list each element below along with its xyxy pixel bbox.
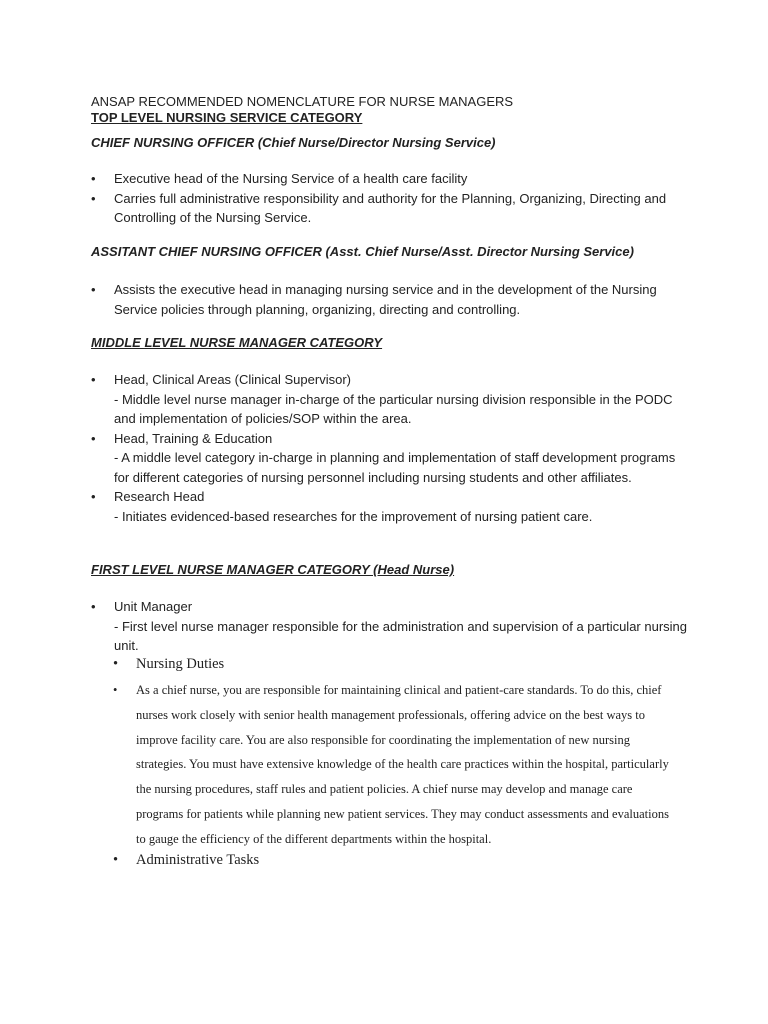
bullet-icon: • [91, 430, 96, 446]
list-item [91, 189, 691, 228]
list-item-title: Unit Manager [114, 599, 193, 614]
list-item [91, 169, 691, 189]
nursing-duties-paragraph: As a chief nurse, you are responsible for maintaining clinical and patient-care standards. To do this, chief nurses work closely with senior health management professionals, offering advice on the best ways to improve facility care. You are also responsible for coordinating the implementation of new nursing strategies. You must have extensive knowledge of the health care practices within the hospital, particularly the nursing procedures, staff rules and patient policies. A chief nurse may develop and manage care programs for patients while planning new patient services. They may conduct assessments and evaluations to gauge the efficiency of the different departments within the hospital. [136, 683, 669, 846]
administrative-tasks-heading: Administrative Tasks [136, 851, 260, 868]
nursing-duties-heading: Nursing Duties [136, 656, 225, 672]
list-item-desc: - Initiates evidenced-based researches for the improvement of nursing patient care. [114, 508, 593, 524]
bullet-icon: • [113, 683, 118, 697]
list-item-title: Head, Training & Education [114, 430, 273, 446]
list-item-desc: - Middle level nurse manager in-charge of the particular nursing division responsible in the PODC and implementation of policies/SOP within the area. [114, 391, 673, 426]
list-item [91, 429, 691, 488]
bullet-icon: • [113, 656, 119, 672]
bullet-icon: • [91, 282, 96, 297]
list-item [113, 850, 673, 870]
list-item [91, 370, 691, 429]
first-level-list [91, 597, 691, 656]
middle-level-list [91, 370, 691, 526]
list-item [113, 654, 673, 674]
list-item [91, 280, 691, 319]
bullet-icon: • [113, 851, 119, 868]
middle-level-heading: MIDDLE LEVEL NURSE MANAGER CATEGORY [91, 335, 383, 350]
document-title: ANSAP RECOMMENDED NOMENCLATURE FOR NURSE MANAGERS [91, 94, 514, 109]
nursing-duties-list [113, 654, 673, 870]
list-item-desc: - First level nurse manager responsible for the administration and supervision of a particular nursing unit. [114, 618, 688, 653]
first-level-heading: FIRST LEVEL NURSE MANAGER CATEGORY (Head Nurse) [91, 562, 455, 577]
list-item-text: Executive head of the Nursing Service of a health care facility [114, 171, 468, 186]
document-subtitle: TOP LEVEL NURSING SERVICE CATEGORY [91, 110, 363, 125]
list-item-text: Carries full administrative responsibility and authority for the Planning, Organizing, Directing and Controlling of the Nursing Service. [114, 190, 667, 225]
list-item-text: Assists the executive head in managing nursing service and in the development of the Nursing Service policies through planning, organizing, directing and controlling. [114, 282, 657, 317]
bullet-icon: • [91, 190, 96, 206]
chief-nursing-officer-heading: CHIEF NURSING OFFICER (Chief Nurse/Director Nursing Service) [91, 135, 496, 150]
list-item [91, 487, 691, 526]
chief-nursing-officer-list [91, 169, 691, 228]
list-item [91, 597, 691, 656]
list-item-title: Research Head [114, 489, 205, 504]
bullet-icon: • [91, 489, 96, 504]
list-item-title: Head, Clinical Areas (Clinical Supervisor) [114, 372, 351, 387]
bullet-icon: • [91, 372, 96, 387]
assistant-chief-nursing-officer-heading: ASSITANT CHIEF NURSING OFFICER (Asst. Chief Nurse/Asst. Director Nursing Service) [91, 244, 634, 259]
bullet-icon: • [91, 171, 96, 186]
list-item [113, 678, 673, 852]
assistant-chief-nursing-officer-list [91, 280, 691, 319]
list-item-desc: - A middle level category in-charge in planning and implementation of staff development programs for different categories of nursing personnel including nursing students and other affiliates. [114, 450, 676, 485]
bullet-icon: • [91, 599, 96, 614]
